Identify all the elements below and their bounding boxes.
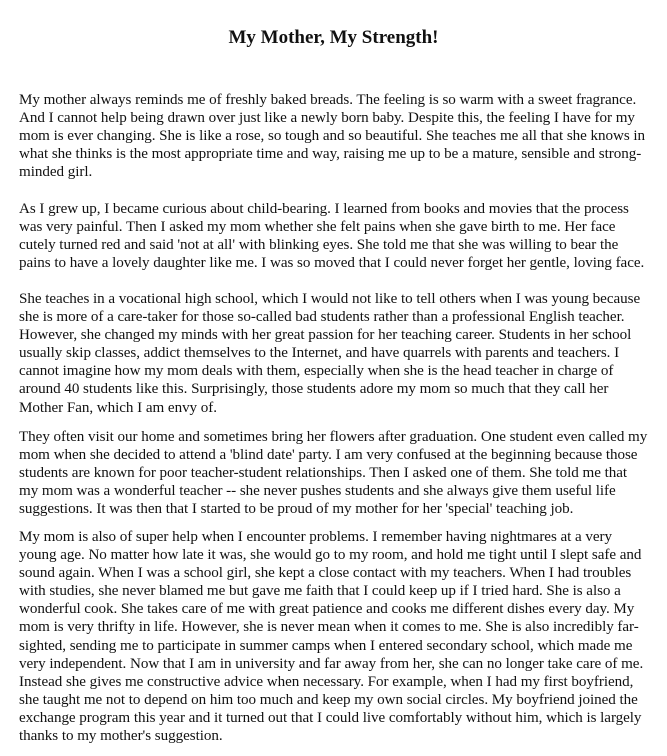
paragraph-2: As I grew up, I became curious about child-bearing. I learned from books and movies that the process was very painful. Then I asked my mom whether she felt pains when she gave birth to me. Her face cutely turned red and said 'not at all' with blinking eyes. She told me that she was willing to bear the pains to have a lovely daughter like me. I was so moved that I could never forget her gentle, loving face. bbox=[19, 201, 645, 272]
paragraph-4: They often visit our home and sometimes bring her flowers after graduation. One student even called my mom when she decided to attend a 'blind date' party. I am very confused at the beginning because those students are known for poor teacher-student relationships. Then I asked one of them. She told me that my mom was a wonderful teacher -- she never pushes students and she always give them useful life suggestions. It was then that I started to be proud of my mother for her 'special' teaching job. bbox=[19, 429, 648, 518]
paragraph-1: My mother always reminds me of freshly baked breads. The feeling is so warm with a sweet fragrance. And I cannot help being drawn over just like a newly born baby. Despite this, the feeling I have for my mom is ever changing. She is like a rose, so tough and so beautiful. She teaches me all that she knows in what she thinks is the most appropriate time and way, raising me up to be a mature, sensible and strong-minded girl. bbox=[19, 92, 646, 181]
paragraph-5: My mom is also of super help when I encounter problems. I remember having nightmares at a very young age. No matter how late it was, she would go to my room, and hold me tight until I slept safe and sound again. When I was a school girl, she kept a close contact with my teachers. When I had troubles with studies, she never blamed me but gave me faith that I could keep up if I tried hard. She is also a wonderful cook. She takes care of me with great patience and cooks me different dishes every day. My mom is very thrifty in life. However, she is never mean when it comes to me. She is also incredibly far-sighted, sending me to participate in summer camps when I entered secondary school, which made me very independent. Now that I am in university and far away from her, she can no longer take care of me. Instead she gives me constructive advice when necessary. For example, when I had my first boyfriend, she taught me not to depend on him too much and keep my own social circles. My boyfriend joined the exchange program this year and it turned out that I could live comfortably without him, which is largely thanks to my mother's suggestion. bbox=[19, 529, 644, 745]
paragraph-3: She teaches in a vocational high school, which I would not like to tell others when I was young because she is more of a care-taker for those so-called bad students rather than a professional English teacher. However, she changed my minds with her great passion for her teaching career. Students in her school usually skip classes, addict themselves to the Internet, and have quarrels with parents and teachers. I cannot imagine how my mom deals with them, especially when she is the head teacher in charge of around 40 students like this. Surprisingly, those students adore my mom so much that they call her Mother Fan, which I am envy of. bbox=[19, 291, 641, 416]
essay-title: My Mother, My Strength! bbox=[228, 27, 439, 48]
